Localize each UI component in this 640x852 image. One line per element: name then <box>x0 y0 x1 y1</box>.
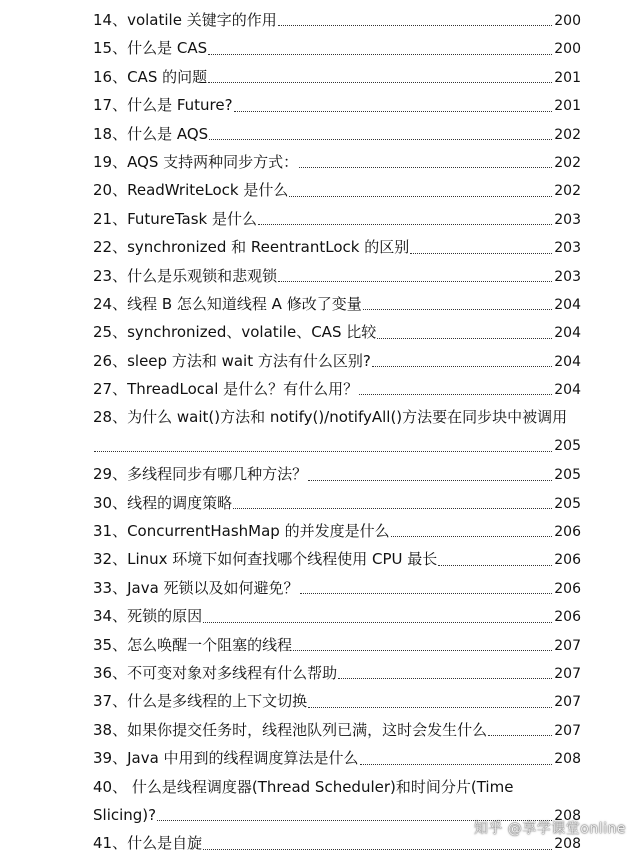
toc-entry[interactable] <box>93 602 581 630</box>
toc-entry[interactable] <box>93 347 581 375</box>
dot-leader <box>203 622 552 623</box>
dot-leader <box>208 54 552 55</box>
toc-entry-label: 33、Java 死锁以及如何避免？ <box>93 578 299 597</box>
toc-entry[interactable] <box>93 631 581 659</box>
dot-leader <box>391 536 552 537</box>
dot-leader <box>438 565 552 566</box>
toc-entry[interactable] <box>93 545 581 573</box>
toc-entry-label: 18、什么是 AQS <box>93 124 209 143</box>
dot-leader <box>360 764 552 765</box>
toc-entry[interactable] <box>93 148 581 176</box>
toc-page-number: 204 <box>554 382 581 399</box>
toc-page-number: 208 <box>554 836 581 852</box>
toc-entry-label: 26、sleep 方法和 wait 方法有什么区别? <box>93 351 371 370</box>
toc-page-number: 205 <box>554 495 581 512</box>
dot-leader <box>208 82 552 83</box>
toc-entry-label: 40、 什么是线程调度器(Thread Scheduler)和时间分片(Time <box>93 777 514 796</box>
dot-leader <box>308 480 552 481</box>
toc-entry[interactable] <box>93 318 581 346</box>
toc-page-number: 201 <box>554 98 581 115</box>
dot-leader <box>278 281 552 282</box>
dot-leader <box>363 309 552 310</box>
toc-entry[interactable] <box>93 744 581 772</box>
toc-page-number: 203 <box>554 211 581 228</box>
toc-page-number: 201 <box>554 69 581 86</box>
toc-entry-label: 19、AQS 支持两种同步方式： <box>93 152 299 171</box>
dot-leader <box>203 849 552 850</box>
dot-leader <box>300 593 552 594</box>
dot-leader <box>410 253 552 254</box>
toc-entry-28-line1[interactable] <box>93 403 581 431</box>
dot-leader <box>359 394 552 395</box>
toc-entry-label: 21、FutureTask 是什么 <box>93 209 257 228</box>
toc-entry-label: 31、ConcurrentHashMap 的并发度是什么 <box>93 522 390 541</box>
toc-page-number: 204 <box>554 296 581 313</box>
toc-entry-label: 17、什么是 Future? <box>93 96 233 115</box>
toc-entry-28-line2[interactable] <box>93 432 581 460</box>
toc-page-number: 205 <box>554 437 581 454</box>
toc-entry-label: 39、Java 中用到的线程调度算法是什么 <box>93 749 359 768</box>
toc-entry-label: 25、synchronized、volatile、CAS 比较 <box>93 323 377 342</box>
toc-entry[interactable] <box>93 205 581 233</box>
toc-entry-label: 16、CAS 的问题 <box>93 67 208 86</box>
toc-entry-label: 36、不可变对象对多线程有什么帮助 <box>93 663 338 682</box>
toc-entry[interactable] <box>93 687 581 715</box>
toc-entry[interactable] <box>93 489 581 517</box>
toc-entry[interactable] <box>93 6 581 34</box>
toc-page-number: 205 <box>554 467 581 484</box>
toc-page-number: 203 <box>554 240 581 257</box>
dot-leader <box>278 25 552 26</box>
toc-entry-label: 38、如果你提交任务时，线程池队列已满，这时会发生什么 <box>93 720 488 739</box>
toc-entry[interactable] <box>93 262 581 290</box>
dot-leader <box>289 196 552 197</box>
dot-leader <box>94 451 552 452</box>
toc-page-number: 208 <box>554 751 581 768</box>
dot-leader <box>293 650 552 651</box>
toc-page-number: 206 <box>554 552 581 569</box>
toc-page-number: 203 <box>554 268 581 285</box>
toc-entry[interactable] <box>93 63 581 91</box>
toc-entry-label: 22、synchronized 和 ReentrantLock 的区别 <box>93 238 410 257</box>
toc-page-number: 206 <box>554 580 581 597</box>
toc-entry-label: 24、线程 B 怎么知道线程 A 修改了变量 <box>93 294 362 313</box>
toc-entry-label: 41、什么是自旋 <box>93 834 203 852</box>
dot-leader <box>299 167 552 168</box>
toc-entry[interactable] <box>93 91 581 119</box>
toc-page-number: 207 <box>554 722 581 739</box>
dot-leader <box>308 707 552 708</box>
toc-entry[interactable] <box>93 517 581 545</box>
toc-entry-label: 23、什么是乐观锁和悲观锁 <box>93 266 278 285</box>
toc-entry[interactable] <box>93 460 581 488</box>
toc-entry-label: 35、怎么唤醒一个阻塞的线程 <box>93 635 293 654</box>
dot-leader <box>258 224 552 225</box>
toc-entry[interactable] <box>93 659 581 687</box>
dot-leader <box>209 139 552 140</box>
toc-entry-label: 34、死锁的原因 <box>93 607 203 626</box>
toc-page-number: 207 <box>554 665 581 682</box>
toc-page-number: 207 <box>554 637 581 654</box>
toc-entry-label: 27、ThreadLocal 是什么？有什么用？ <box>93 380 359 399</box>
table-of-contents <box>93 6 581 852</box>
toc-entry-label: 37、什么是多线程的上下文切换 <box>93 692 308 711</box>
toc-entry-label: 28、为什么 wait()方法和 notify()/notifyAll()方法要在同步块中被调用 <box>93 408 568 427</box>
dot-leader <box>338 678 552 679</box>
toc-entry-label: 20、ReadWriteLock 是什么 <box>93 181 289 200</box>
toc-entry-label: 14、volatile 关键字的作用 <box>93 11 277 29</box>
toc-entry[interactable] <box>93 574 581 602</box>
toc-page-number: 202 <box>554 154 581 171</box>
toc-entry-40-line1[interactable] <box>93 773 581 801</box>
toc-entry[interactable] <box>93 375 581 403</box>
toc-entry[interactable] <box>93 176 581 204</box>
toc-page-number: 208 <box>554 807 581 824</box>
toc-entry-label: 32、Linux 环境下如何查找哪个线程使用 CPU 最长 <box>93 550 438 569</box>
toc-page-number: 202 <box>554 126 581 143</box>
toc-entry-label: 15、什么是 CAS <box>93 39 208 58</box>
toc-entry-label: 29、多线程同步有哪几种方法？ <box>93 465 308 484</box>
toc-entry[interactable] <box>93 34 581 62</box>
toc-page-number: 206 <box>554 524 581 541</box>
dot-leader <box>488 735 552 736</box>
toc-page-number: 200 <box>554 41 581 58</box>
toc-entry[interactable] <box>93 120 581 148</box>
dot-leader <box>234 111 552 112</box>
toc-entry[interactable] <box>93 290 581 318</box>
toc-entry[interactable] <box>93 233 581 261</box>
toc-page-number: 204 <box>554 325 581 342</box>
toc-entry-label: 30、线程的调度策略 <box>93 493 233 512</box>
watermark: 知乎 @享学课堂online <box>473 821 626 837</box>
dot-leader <box>377 338 552 339</box>
dot-leader <box>233 508 552 509</box>
toc-page-number: 202 <box>554 183 581 200</box>
toc-page-number: 204 <box>554 353 581 370</box>
toc-entry-label-cont: Slicing)? <box>93 805 157 824</box>
toc-page-number: 200 <box>554 13 581 29</box>
toc-page-number: 207 <box>554 694 581 711</box>
dot-leader <box>372 366 552 367</box>
toc-page-number: 206 <box>554 609 581 626</box>
toc-entry[interactable] <box>93 716 581 744</box>
